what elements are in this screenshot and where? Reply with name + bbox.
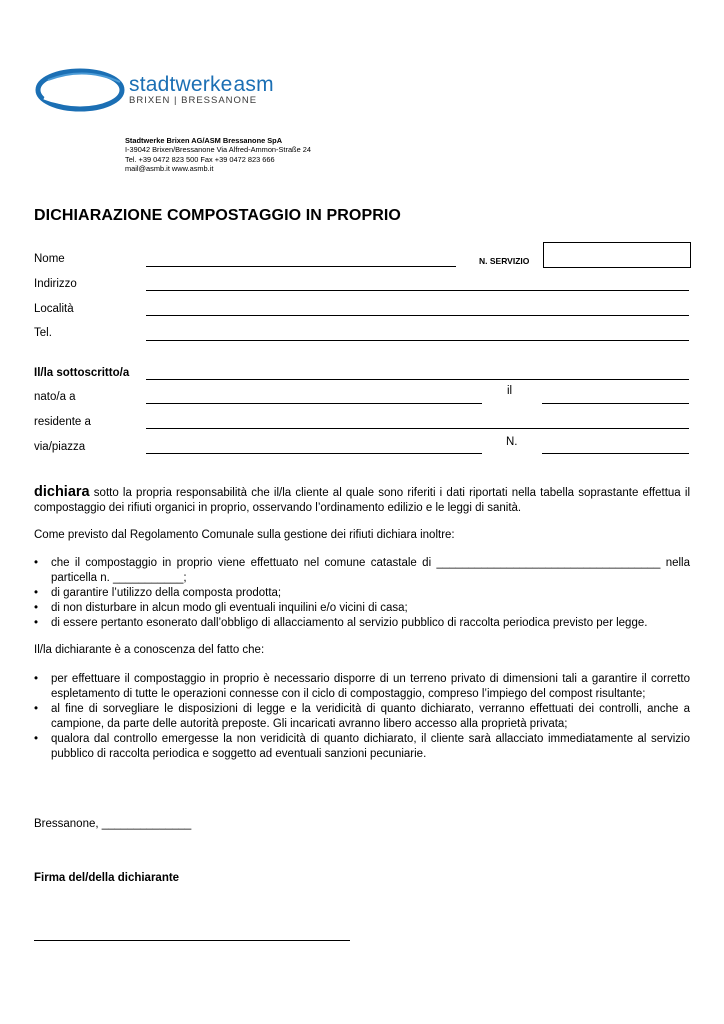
place-date-field[interactable]: Bressanone, ______________: [34, 818, 192, 830]
logo-name-part1: stadtwerke: [129, 73, 233, 96]
list-item-text: di essere pertanto esonerato dall’obbligo di allacciamento al servizio pubblico di raccolta periodica previsto per legge.: [51, 617, 648, 629]
list-item: [34, 616, 690, 631]
list-item: [34, 556, 690, 586]
bullet-icon: •: [34, 673, 39, 685]
nome-label: Nome: [34, 253, 65, 265]
logo-name: [129, 74, 274, 95]
bullet-icon: •: [34, 703, 39, 715]
logo-subtitle: BRIXEN | BRESSANONE: [129, 95, 258, 106]
numero-label: N.: [506, 436, 518, 448]
residente-field[interactable]: [146, 428, 689, 429]
company-phone: Tel. +39 0472 823 500 Fax +39 0472 823 666: [125, 154, 275, 164]
signature-line[interactable]: [34, 940, 350, 941]
logo-name-part2: asm: [233, 73, 274, 96]
list-item: [34, 732, 690, 762]
list-item: [34, 672, 690, 702]
sottoscritto-field[interactable]: [146, 379, 689, 380]
indirizzo-field[interactable]: [146, 290, 689, 291]
tel-label: Tel.: [34, 327, 52, 339]
list-item: [34, 586, 690, 601]
declaration-text: sotto la propria responsabilità che il/la cliente al quale sono riferiti i dati riportati nella tabella soprastante effettua il compostaggio dei rifiuti organici in proprio, osservando l’ordinamento edilizio e le leggi di sanità.: [34, 487, 690, 514]
bullet-icon: •: [34, 602, 39, 614]
residente-label: residente a: [34, 416, 91, 428]
tel-field[interactable]: [146, 340, 689, 341]
servizio-label: N. SERVIZIO: [479, 256, 530, 266]
localita-label: Località: [34, 303, 74, 315]
bullet-icon: •: [34, 617, 39, 629]
company-info: [125, 136, 311, 174]
bullet-icon: •: [34, 733, 39, 745]
nato-label: nato/a a: [34, 391, 76, 403]
obligations-list: [34, 556, 690, 631]
list-item-text: per effettuare il compostaggio in proprio è necessario disporre di un terreno privato di dimensioni tali a garantire il corretto espletamento di tutte le operazioni connesse con il ciclo di compostaggio, compreso l’impiego del compost risultante;: [51, 673, 690, 700]
awareness-list: [34, 672, 690, 762]
logo-swoosh-icon: [34, 66, 134, 114]
company-address: I-39042 Brixen/Bressanone Via Alfred-Ammon-Straße 24: [125, 145, 311, 155]
declaration-word: dichiara: [34, 484, 90, 500]
list-item-text: di garantire l’utilizzo della composta prodotta;: [51, 587, 282, 599]
list-item-text: qualora dal controllo emergesse la non veridicità di quanto dichiarato, il cliente sarà allacciato immediatamente al servizio pubblico di raccolta periodica e soggetto ad eventuali sanzioni pecuniarie.: [51, 733, 690, 760]
via-field[interactable]: [146, 453, 482, 454]
via-label: via/piazza: [34, 441, 86, 453]
indirizzo-label: Indirizzo: [34, 278, 77, 290]
nato-field[interactable]: [146, 403, 482, 404]
il-label: il: [507, 385, 513, 397]
declaration-paragraph: [34, 485, 690, 516]
nome-field[interactable]: [146, 266, 456, 267]
intro-paragraph-1: Come previsto dal Regolamento Comunale sulla gestione dei rifiuti dichiara inoltre:: [34, 529, 455, 541]
list-item-text: di non disturbare in alcun modo gli eventuali inquilini e/o vicini di casa;: [51, 602, 408, 614]
page-title: DICHIARAZIONE COMPOSTAGGIO IN PROPRIO: [34, 207, 401, 224]
data-nascita-field[interactable]: [542, 403, 689, 404]
signature-label: Firma del/della dichiarante: [34, 872, 180, 884]
localita-field[interactable]: [146, 315, 689, 316]
bullet-icon: •: [34, 587, 39, 599]
list-item-text: al fine di sorvegliare le disposizioni di legge e la veridicità di quanto dichiarato, verranno effettuati dei controlli, anche a campione, da parte delle autorità preposte. Gli incaricati avranno libero accesso alla proprietà privata;: [51, 703, 690, 730]
bullet-icon: •: [34, 557, 39, 569]
company-web: mail@asmb.it www.asmb.it: [125, 164, 214, 174]
sottoscritto-label: Il/la sottoscritto/a: [34, 367, 130, 379]
list-item: [34, 601, 690, 616]
list-item: [34, 702, 690, 732]
servizio-box[interactable]: [543, 242, 691, 268]
list-item-text: che il compostaggio in proprio viene effettuato nel comune catastale di ___________________________________ nella particella n. ___________;: [51, 557, 690, 584]
company-name: Stadtwerke Brixen AG/ASM Bressanone SpA: [125, 136, 283, 145]
intro-paragraph-2: Il/la dichiarante è a conoscenza del fatto che:: [34, 644, 265, 656]
numero-field[interactable]: [542, 453, 689, 454]
